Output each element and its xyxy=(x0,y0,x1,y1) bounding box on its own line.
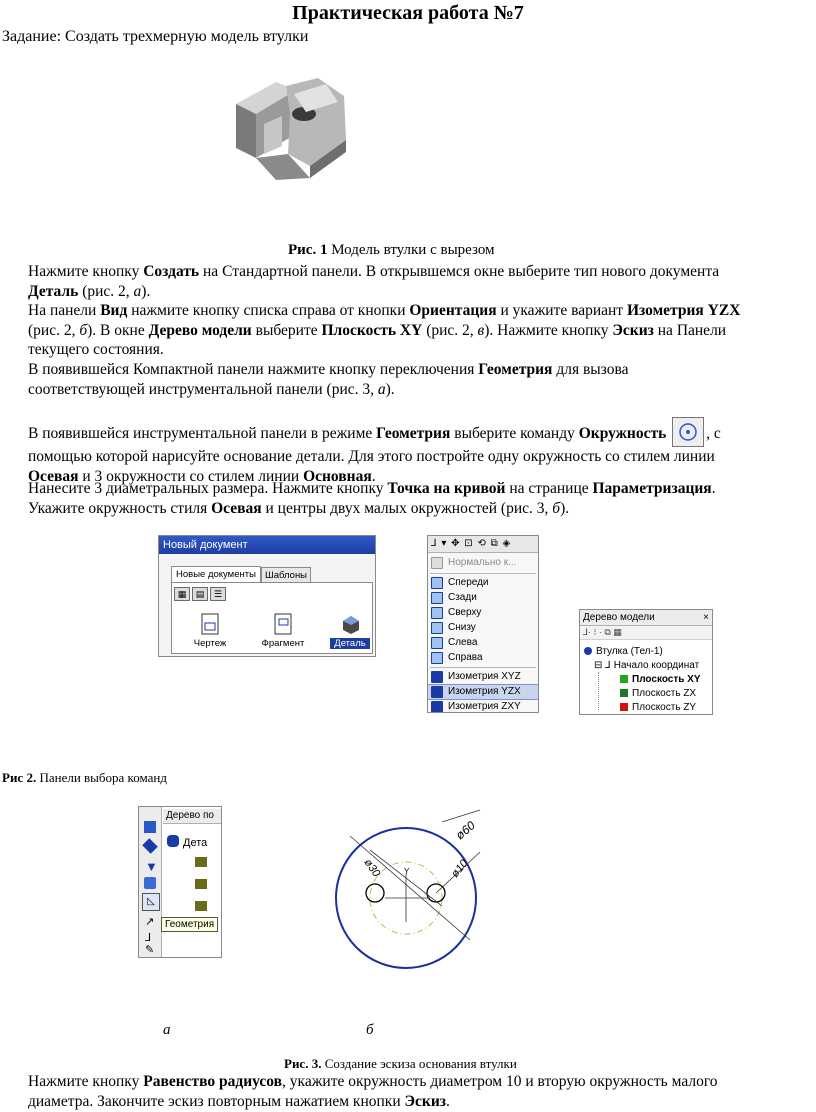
geometry-switch-icon[interactable]: ◺ xyxy=(142,893,160,911)
constraint-icon[interactable]: ⅃ xyxy=(145,932,152,944)
part-icon xyxy=(339,613,361,635)
compact-panel xyxy=(138,806,222,958)
solid-icon[interactable] xyxy=(144,821,156,833)
menu-item-left[interactable]: Слева xyxy=(428,636,538,650)
dimension-leader xyxy=(442,810,480,822)
tree-connector xyxy=(598,672,615,710)
small-icons-view-icon[interactable]: ▤ xyxy=(192,587,208,601)
tree-plane-xy[interactable]: Плоскость XY xyxy=(620,674,701,686)
close-icon[interactable]: × xyxy=(703,612,709,623)
view-icon xyxy=(431,622,443,634)
doc-type-drawing[interactable]: Чертеж xyxy=(190,613,230,649)
fig2-caption: Рис 2. Панели выбора команд xyxy=(2,770,167,785)
view-icon xyxy=(431,652,443,664)
axes-icon: ⊟ ⅃ xyxy=(594,660,611,671)
paragraph-2: На панели Вид нажмите кнопку списка справа от кнопки Ориентация и укажите вариант Изометрия YZX (рис. 2, б). В окне Дерево модели выберите Плоскость XY (рис. 2, в). Нажмите кнопку Эскиз на Панели текущего состояния. xyxy=(28,302,741,358)
view-icon xyxy=(431,577,443,589)
tab-new-documents[interactable]: Новые документы xyxy=(171,566,261,582)
menu-item-top[interactable]: Сверху xyxy=(428,606,538,620)
menu-item-isometric-xyz[interactable]: Изометрия XYZ xyxy=(428,670,538,684)
compact-panel-buttons xyxy=(139,807,162,957)
doc-type-fragment[interactable]: Фрагмент xyxy=(258,613,308,649)
tools-icon[interactable]: ✎ xyxy=(145,944,155,956)
orientation-menu xyxy=(427,535,539,713)
plane-icon xyxy=(620,703,628,711)
part-icon xyxy=(167,835,179,847)
dim-diameter-30: ø30 xyxy=(361,856,383,880)
menu-separator xyxy=(430,573,536,574)
model-tree-toolbar[interactable]: ⅃· ⁝ · ⧉ ▦ xyxy=(580,626,712,640)
new-document-titlebar: Новый документ xyxy=(159,536,375,554)
plane-icon xyxy=(195,879,207,889)
task-text: Задание: Создать трехмерную модель втулки xyxy=(2,28,309,45)
circle-command-icon xyxy=(672,417,704,447)
model-tree-header: Дерево модели × xyxy=(580,610,712,626)
fig3b-label: б xyxy=(366,1022,374,1038)
view-icon xyxy=(431,607,443,619)
tab-templates[interactable]: Шаблоны xyxy=(261,567,311,584)
fig3a-label: а xyxy=(163,1022,171,1038)
paragraph-3: В появившейся Компактной панели нажмите кнопку переключения Геометрия для вызова соответствующей инструментальной панели (рис. 3, а). xyxy=(28,361,629,398)
isometric-icon xyxy=(431,701,443,713)
view-toolbar[interactable]: ⅃ ▾ ✥ ⊡ ⟲ ⧉ ◈ xyxy=(428,536,539,553)
dim-diameter-60: ø60 xyxy=(452,818,478,843)
tree-origin[interactable]: ⊟ ⅃ Начало координат xyxy=(594,660,700,671)
page-title: Практическая работа №7 xyxy=(292,2,524,24)
tree-root[interactable]: Втулка (Тел-1) xyxy=(584,646,663,658)
view-icon xyxy=(431,592,443,604)
small-circle-left xyxy=(366,884,384,902)
paragraph-5: Нанесите 3 диаметральных размера. Нажмите кнопку Точка на кривой на странице Параметризация. Укажите окружность стиля Осевая и центры двух малых окружностей (рис. 3, б). xyxy=(28,480,716,517)
isometric-icon xyxy=(431,686,443,698)
plane-icon xyxy=(620,689,628,697)
fig1-caption xyxy=(288,242,495,259)
menu-item-back[interactable]: Сзади xyxy=(428,591,538,605)
orientation-icon xyxy=(431,557,443,569)
paragraph-4: В появившейся инструментальной панели в режиме Геометрия выберите команду Окружность , с помощью которой нарисуйте основание детали. Для этого постройте одну окружность со стилем линии Осевая и 3 окружности со стилем линии Основная. xyxy=(28,417,816,486)
paragraph-6: Нажмите кнопку Равенство радиусов, укажите окружность диаметром 10 и вторую окружность малого диаметра. Закончите эскиз повторным нажатием кнопки Эскиз. xyxy=(28,1073,718,1110)
diamond-icon[interactable] xyxy=(142,838,158,854)
tree-item[interactable]: Дета xyxy=(167,835,207,849)
menu-item-front[interactable]: Спереди xyxy=(428,576,538,590)
new-document-window xyxy=(158,535,376,657)
surface-icon[interactable] xyxy=(144,877,156,889)
menu-separator xyxy=(430,667,536,668)
view-icon xyxy=(431,637,443,649)
plane-icon xyxy=(620,675,628,683)
dimension-icon[interactable]: ↗ xyxy=(145,916,155,928)
list-view-icon[interactable]: ☰ xyxy=(210,587,226,601)
plane-icon xyxy=(195,857,207,867)
large-icons-view-icon[interactable]: ▦ xyxy=(174,587,190,601)
dim-diameter-10: ø10 xyxy=(449,857,471,880)
geometry-tooltip: Геометрия xyxy=(161,917,218,932)
tree-plane-zx[interactable]: Плоскость ZX xyxy=(620,688,696,700)
menu-item-right[interactable]: Справа xyxy=(428,651,538,665)
model-tree-panel xyxy=(579,609,713,715)
part-icon xyxy=(584,647,592,655)
menu-item-isometric-zxy[interactable]: Изометрия ZXY xyxy=(428,700,538,713)
menu-item-normal[interactable]: Нормально к... xyxy=(428,556,538,570)
drawing-icon xyxy=(199,613,221,635)
bushing-3d-image xyxy=(226,74,358,182)
y-axis-label: Y xyxy=(404,867,410,876)
filter-icon[interactable]: ▼ xyxy=(145,859,158,874)
sketch-drawing xyxy=(330,800,500,970)
fig1-caption-num: Рис. 1 xyxy=(288,242,328,258)
menu-item-bottom[interactable]: Снизу xyxy=(428,621,538,635)
paragraph-1: Нажмите кнопку Создать на Стандартной панели. В открывшемся окне выберите тип нового документа Деталь (рис. 2, а). xyxy=(28,263,720,300)
isometric-icon xyxy=(431,671,443,683)
fragment-icon xyxy=(272,613,294,635)
menu-item-isometric-yzx[interactable]: Изометрия YZX xyxy=(428,685,538,699)
tree-plane-zy[interactable]: Плоскость ZY xyxy=(620,702,696,714)
documents-pane xyxy=(171,582,373,654)
fig1-caption-text: Модель втулки с вырезом xyxy=(327,242,495,258)
plane-icon xyxy=(195,901,207,911)
doc-type-part[interactable]: Деталь xyxy=(330,613,370,649)
fig3-caption: Рис. 3. Создание эскиза основания втулки xyxy=(284,1056,517,1071)
tree-title: Дерево по xyxy=(163,809,222,824)
